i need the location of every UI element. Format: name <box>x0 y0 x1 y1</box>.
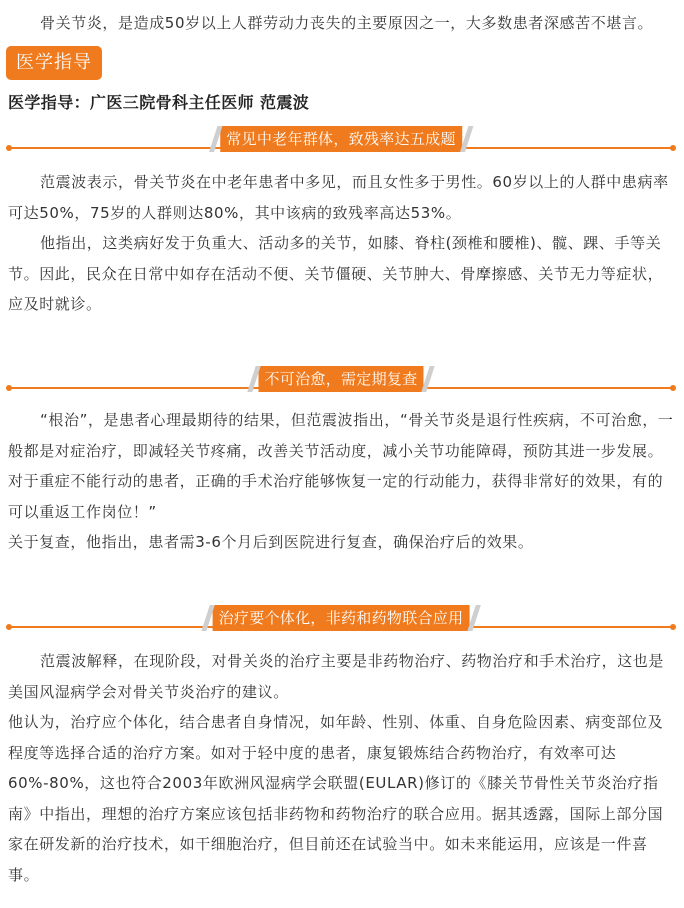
section-title-wrap <box>206 605 477 631</box>
section-title: 治疗要个体化，非药和药物联合应用 <box>213 605 470 631</box>
section-header-3 <box>6 605 676 635</box>
section-header-2 <box>6 366 676 396</box>
paragraph: “根治”，是患者心理最期待的结果，但范震波指出，“骨关节炎是退行性疾病，不可治愈，一般都是对症治疗，即减轻关节疼痛，改善关节活动度，减小关节功能障碍，预防其进一步发展。对于重症不能行动的患者，正确的手术治疗能够恢复一定的行动能力，获得非常好的效果，有的可以重返工作岗位！” <box>8 411 674 521</box>
rule-dot-left <box>6 385 12 391</box>
intro-paragraph: 骨关节炎，是造成50岁以上人群劳动力丧失的主要原因之一，大多数患者深感苦不堪言。 <box>40 14 654 32</box>
rule-dot-left <box>6 624 12 630</box>
paragraph: 范震波解释，在现阶段，对骨关炎的治疗主要是非药物治疗、药物治疗和手术治疗，这也是美国风湿病学会对骨关节炎治疗的建议。 <box>8 652 665 701</box>
paragraph: 关于复查，他指出，患者需3-6个月后到医院进行复查，确保治疗后的效果。 <box>8 533 534 551</box>
rule-dot-right <box>670 624 676 630</box>
paragraph: 他指出，这类病好发于负重大、活动多的关节，如膝、脊柱(颈椎和腰椎)、髋、踝、手等关节。因此，民众在日常中如存在活动不便、关节僵硬、关节肿大、骨摩擦感、关节无力等症状，应及时就诊。 <box>8 234 664 313</box>
section-body-3 <box>0 646 684 890</box>
section-body-2 <box>0 405 684 558</box>
section-header-1 <box>6 126 676 156</box>
byline: 医学指导：广医三院骨科主任医师 范震波 <box>8 93 310 112</box>
section-body-1 <box>0 167 684 320</box>
section-title: 常见中老年群体，致残率达五成题 <box>220 126 462 152</box>
medical-guidance-badge: 医学指导 <box>6 46 102 80</box>
paragraph: 他认为，治疗应个体化，结合患者自身情况，如年龄、性别、体重、自身危险因素、病变部位及程度等选择合适的治疗方案。如对于轻中度的患者，康复锻炼结合药物治疗，有效率可达60%-80%，这也符合2003年欧洲风湿病学会联盟(EULAR)修订的《膝关节骨性关节炎治疗指南》中指出，理想的治疗方案应该包括非药物和药物治疗的联合应用。据其透露，国际上部分国家在研发新的治疗技术，如干细胞治疗，但目前还在试验当中。如未来能运用，应该是一件喜事。 <box>8 713 664 884</box>
rule-dot-right <box>670 145 676 151</box>
intro-block <box>0 8 684 39</box>
paragraph: 范震波表示，骨关节炎在中老年患者中多见，而且女性多于男性。60岁以上的人群中患病率可达50%，75岁的人群则达80%，其中该病的致残率高达53%。 <box>8 173 669 222</box>
rule-dot-left <box>6 145 12 151</box>
section-title-wrap <box>251 366 430 392</box>
section-title-wrap <box>213 126 469 152</box>
rule-dot-right <box>670 385 676 391</box>
section-title: 不可治愈，需定期复查 <box>258 366 423 392</box>
